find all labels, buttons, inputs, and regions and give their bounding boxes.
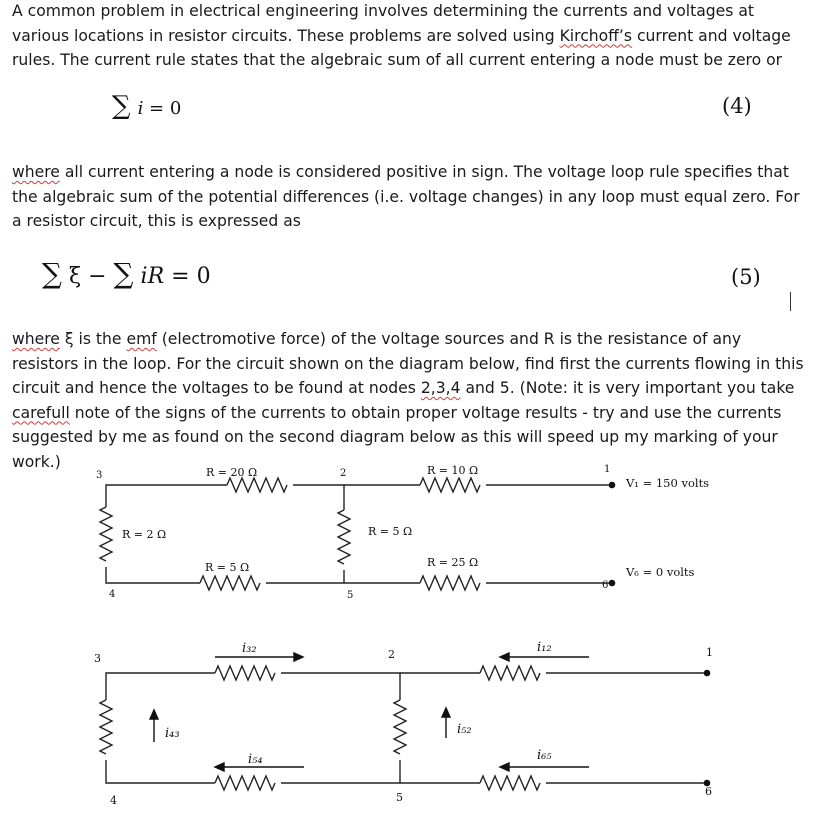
text-run: ξ is the — [59, 330, 127, 348]
text-run: note of the signs of the currents to obtain proper voltage results - try and use the currents suggested by me as found on the second diagram below as this will speed up my marking of your work.) — [12, 403, 782, 471]
current-label-i32: i₃₂ — [242, 641, 257, 656]
resistor-54 — [215, 776, 275, 790]
eq-xi: ξ — [69, 264, 82, 289]
eq-rest: = 0 — [143, 98, 182, 119]
eq-iR: iR — [140, 264, 165, 289]
current-label-i52: i₅₂ — [457, 722, 472, 737]
resistor-label-10ohm: R = 10 Ω — [427, 464, 479, 477]
text-run: current and voltage rules. The current rule states that the algebraic sum of all current entering a node must be zero or — [12, 26, 791, 69]
node-label-5: 5 — [347, 590, 354, 601]
spell-flag-word[interactable]: Kirchoff’s — [559, 26, 633, 45]
resistor-label-25ohm: R = 25 Ω — [427, 556, 479, 569]
spell-flag-word[interactable]: carefull — [12, 403, 70, 422]
resistor-52 — [394, 700, 406, 754]
node-label-4: 4 — [110, 794, 117, 807]
circuit-2-wires — [100, 666, 707, 790]
resistor-25ohm — [420, 576, 480, 590]
voltage-label-v6: V₆ = 0 volts — [626, 565, 695, 579]
terminal-node-1b — [704, 670, 711, 677]
node-label-3: 3 — [96, 470, 103, 481]
eq-rest: = 0 — [164, 264, 211, 289]
spell-flag-word[interactable]: where — [12, 163, 60, 181]
circuit-1-wires — [100, 478, 612, 590]
text-run: all current entering a node is considered positive in sign. The voltage loop rule specifies that the algebraic sum of the potential differences (i.e. voltage changes) in any loop must equal zero. For a resistor circuit, this is expressed as — [12, 163, 800, 230]
resistor-label-2ohm: R = 2 Ω — [122, 528, 167, 541]
resistor-label-5ohm-vertical: R = 5 Ω — [368, 525, 413, 538]
equation-4-label: (4) — [722, 94, 752, 118]
sum-symbol: ∑ — [42, 257, 62, 290]
current-label-i43: i₄₃ — [165, 726, 180, 741]
resistor-5ohm-bottom — [200, 576, 260, 590]
node-label-1: 1 — [706, 646, 713, 659]
sum-symbol: ∑ — [112, 91, 131, 121]
node-label-6: 6 — [602, 580, 609, 591]
eq-minus: − — [81, 264, 114, 289]
spell-flag-word[interactable]: emf — [126, 330, 157, 348]
text-run: (electromotive force) of the voltage sources and R is the resistance of any resistors in the loop. For the circuit shown on the diagram below, find first the currents flowing in this circuit and hence the voltages to be found at nodes — [12, 330, 804, 397]
resistor-12 — [480, 666, 540, 680]
resistor-5ohm-vertical — [338, 510, 350, 564]
resistor-label-20ohm: R = 20 Ω — [206, 466, 258, 479]
resistor-10ohm — [420, 478, 480, 492]
node-label-1: 1 — [604, 464, 611, 475]
eq-var-i: i — [137, 98, 144, 119]
resistor-65 — [480, 776, 540, 790]
resistor-label-5ohm-bottom: R = 5 Ω — [205, 561, 250, 574]
node-label-6: 6 — [705, 785, 712, 798]
node-label-5: 5 — [396, 791, 403, 804]
current-label-i12: i₁₂ — [537, 640, 552, 655]
node-label-3: 3 — [94, 652, 101, 665]
text-run: and 5. (Note: it is very important you take — [460, 379, 795, 397]
resistor-2ohm — [100, 507, 112, 561]
resistor-32 — [215, 666, 275, 680]
text-run: A common problem in electrical engineering involves determining the currents and voltages at various locations in resistor circuits. These problems are solved using — [12, 2, 755, 45]
equation-5-label: (5) — [731, 265, 761, 289]
current-label-i54: i₅₄ — [248, 752, 263, 767]
spell-flag-word[interactable]: where — [12, 330, 60, 348]
node-label-2: 2 — [388, 648, 395, 661]
resistor-20ohm — [227, 478, 287, 492]
voltage-label-v1: V₁ = 150 volts — [626, 476, 710, 490]
sum-symbol: ∑ — [113, 257, 134, 290]
resistor-43 — [100, 700, 112, 754]
node-label-4: 4 — [109, 589, 116, 600]
spell-flag-word[interactable]: 2,3,4 — [420, 379, 461, 397]
current-label-i65: i₆₅ — [537, 748, 552, 763]
node-label-2: 2 — [340, 468, 347, 479]
terminal-node-1 — [609, 482, 616, 489]
terminal-node-6 — [609, 580, 616, 587]
